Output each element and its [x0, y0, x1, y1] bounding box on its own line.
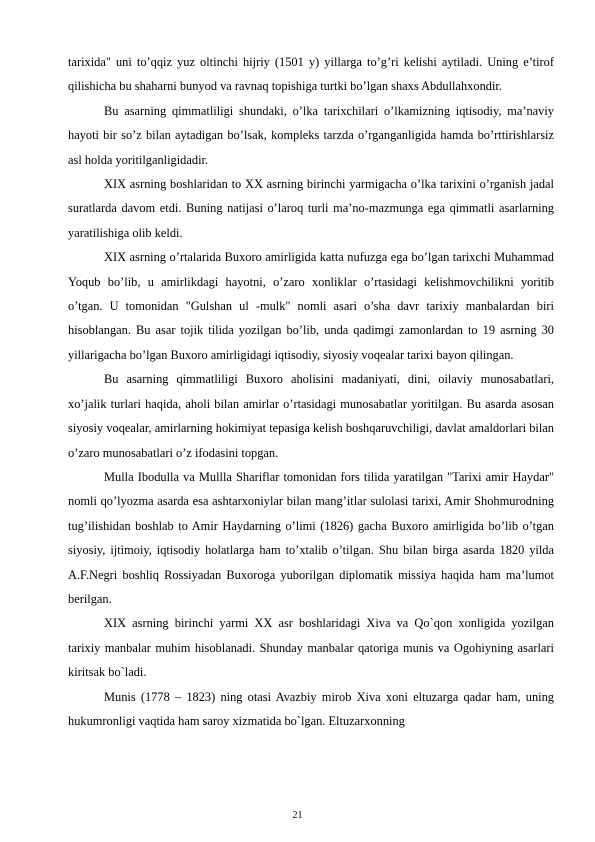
document-page	[68, 50, 554, 733]
paragraph-3: XIX asrning boshlaridan to XX asrning birinchi yarmigacha o’lka tarixini o’rganish jadal suratlarda davom etdi. Buning natijasi o’laroq turli ma’no-mazmunga ega qimmatli asarlarning yaratilishiga olib keldi.	[68, 177, 554, 240]
page-number: 21	[292, 810, 303, 821]
paragraph-8: Munis (1778 – 1823) ning otasi Avazbiy mirob Xiva xoni eltuzarga qadar ham, uning hukumronligi vaqtida ham saroy xizmatida bo`lgan. Eltuzarxonning	[68, 689, 554, 728]
paragraph-2: Bu asarning qimmatliligi shundaki, o’lka tarixchilari o’lkamizning iqtisodiy, ma’naviy hayoti bir so’z bilan aytadigan bo’lsak, kompleks tarzda o’rganganligida hamda bo’rttirishlarsiz asl holda yoritilganligidadir.	[68, 103, 554, 167]
paragraph-7: XIX asrning birinchi yarmi XX asr boshlaridagi Xiva va Qo`qon xonligida yozilgan tarixiy manbalar muhim hisoblanadi. Shunday manbalar qatoriga munis va Ogohiyning asarlari kiritsak bo`ladi.	[68, 616, 554, 680]
paragraph-5: Bu asarning qimmatliligi Buxoro aholisini madaniyati, dini, oilaviy munosabatlari, xo’jalik turlari haqida, aholi bilan amirlar o’rtasidagi munosabatlar yoritilgan. Bu asarda asosan siyosiy voqealar, amirlarning hokimiyat tepasiga kelish boshqaruvchiligi, davlat amaldorlari bilan o’zaro munosabatlari o’z ifodasini topgan.	[68, 372, 554, 460]
paragraph-1: tarixida" uni to’qqiz yuz oltinchi hijriy (1501 y) yillarga to’g’ri kelishi aytiladi. Uning e’tirof qilishicha bu shaharni bunyod va ravnaq topishiga turtki bo’lgan shaxs Abdullahxondir.	[68, 55, 554, 94]
paragraph-6: Mulla Ibodulla va Mullla Shariflar tomonidan fors tilida yaratilgan "Tarixi amir Haydar" nomli qo’lyozma asarda esa ashtarxoniylar bilan mang’itlar sulolasi tarixi, Amir Shohmurodning tug’ilishidan boshlab to Amir Haydarning o’limi (1826) gacha Buxoro amirligida bo’lib o’tgan siyosiy, ijtimoiy, iqtisodiy holatlarga ham to’xtalib o’tilgan. Shu bilan birga asarda 1820 yilda A.F.Negri boshliq Rossiyadan Buxoroga yuborilgan diplomatik missiya haqida ham ma’lumot berilgan.	[68, 469, 554, 606]
paragraph-4: XIX asrning o’rtalarida Buxoro amirligida katta nufuzga ega bo’lgan tarixchi Muhammad Yoqub bo’lib, u amirlikdagi hayotni, o’zaro xonliklar o’rtasidagi kelishmovchilikni yoritib o’tgan. U tomonidan "Gulshan ul -mulk" nomli asari o’sha davr tarixiy manbalardan biri hisoblangan. Bu asar tojik tilida yozilgan bo’lib, unda qadimgi zamonlardan to 19 asrning 30 yillarigacha bo’lgan Buxoro amirligidagi iqtisodiy, siyosiy voqealar tarixi bayon qilingan.	[68, 250, 554, 362]
